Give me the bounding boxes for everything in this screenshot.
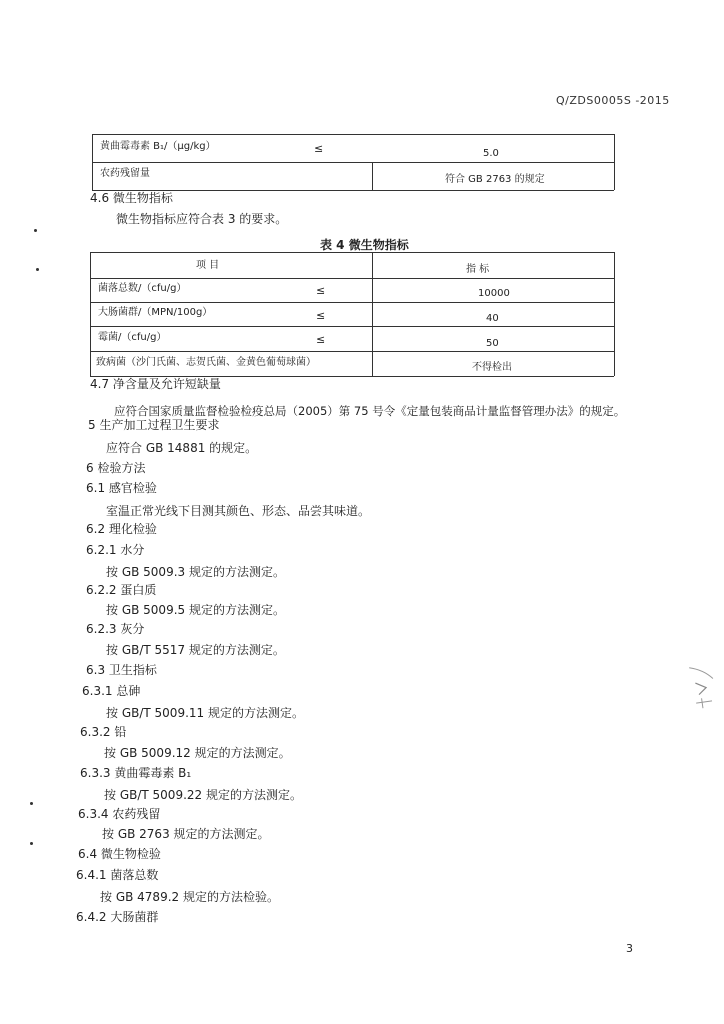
paragraph: 按 GB 2763 规定的方法测定。 (102, 827, 270, 841)
paragraph: 微生物指标应符合表 3 的要求。 (116, 212, 288, 226)
table-row-item: 农药残留量 (100, 168, 150, 179)
table-row-value: 不得检出 (472, 362, 512, 373)
section-heading: 6.3.2 铅 (80, 725, 127, 739)
table-row-item: 大肠菌群/（MPN/100g） (98, 307, 213, 318)
table-row-operator: ≤ (316, 284, 326, 297)
section-heading: 6.3 卫生指标 (86, 663, 157, 677)
table-row-operator: ≤ (314, 142, 324, 155)
scan-mark-icon (30, 842, 33, 845)
section-heading: 6.3.4 农药残留 (78, 807, 161, 821)
table-row-item: 黄曲霉毒素 B₁/（μg/kg） (100, 141, 216, 152)
paragraph: 按 GB/T 5009.11 规定的方法测定。 (106, 706, 304, 720)
table-header-value: 指 标 (466, 264, 490, 275)
table-caption: 表 4 微生物指标 (320, 238, 409, 252)
paragraph: 按 GB 5009.12 规定的方法测定。 (104, 746, 291, 760)
paragraph: 室温正常光线下目测其颜色、形态、品尝其味道。 (106, 504, 371, 518)
section-heading: 6.2.2 蛋白质 (86, 583, 157, 597)
scan-mark-icon (30, 802, 33, 805)
section-heading: 6.3.1 总砷 (82, 684, 141, 698)
document-code: Q/ZDS0005S -2015 (556, 94, 670, 107)
section-heading: 4.6 微生物指标 (90, 191, 173, 205)
section-heading: 6.2.1 水分 (86, 543, 145, 557)
paragraph: 应符合 GB 14881 的规定。 (106, 441, 258, 455)
page-number: 3 (626, 942, 633, 955)
section-heading: 5 生产加工过程卫生要求 (88, 418, 220, 432)
section-heading: 6 检验方法 (86, 461, 146, 475)
paragraph: 按 GB 5009.5 规定的方法测定。 (106, 603, 285, 617)
table-row-value: 40 (486, 313, 499, 324)
table-row-value: 50 (486, 338, 499, 349)
stamp-fragment-icon (685, 660, 722, 714)
table-row-operator: ≤ (316, 333, 326, 346)
scan-mark-icon (34, 229, 37, 232)
section-heading: 6.3.3 黄曲霉毒素 B₁ (80, 766, 192, 780)
table-row-item: 霉菌/（cfu/g） (98, 332, 167, 343)
table-row-value: 5.0 (483, 148, 499, 159)
scan-mark-icon (36, 268, 39, 271)
section-heading: 6.4.1 菌落总数 (76, 868, 159, 882)
paragraph: 应符合国家质量监督检验检疫总局（2005）第 75 号令《定量包装商品计量监督管理办法》的规定。 (114, 404, 626, 418)
table-row-item: 致病菌（沙门氏菌、志贺氏菌、金黄色葡萄球菌） (96, 357, 316, 368)
section-heading: 6.4.2 大肠菌群 (76, 910, 159, 924)
paragraph: 按 GB/T 5517 规定的方法测定。 (106, 643, 285, 657)
paragraph: 按 GB 5009.3 规定的方法测定。 (106, 565, 285, 579)
section-heading: 6.4 微生物检验 (78, 847, 161, 861)
paragraph: 按 GB/T 5009.22 规定的方法测定。 (104, 788, 302, 802)
section-heading: 6.2 理化检验 (86, 522, 157, 536)
table-row-value: 符合 GB 2763 的规定 (445, 174, 545, 185)
table-row-value: 10000 (478, 288, 510, 299)
table-row-operator: ≤ (316, 309, 326, 322)
table-row-item: 菌落总数/（cfu/g） (98, 283, 187, 294)
paragraph: 按 GB 4789.2 规定的方法检验。 (100, 890, 279, 904)
table-header-item: 项 目 (196, 260, 220, 271)
section-heading: 6.1 感官检验 (86, 481, 157, 495)
section-heading: 6.2.3 灰分 (86, 622, 145, 636)
section-heading: 4.7 净含量及允许短缺量 (90, 377, 221, 391)
